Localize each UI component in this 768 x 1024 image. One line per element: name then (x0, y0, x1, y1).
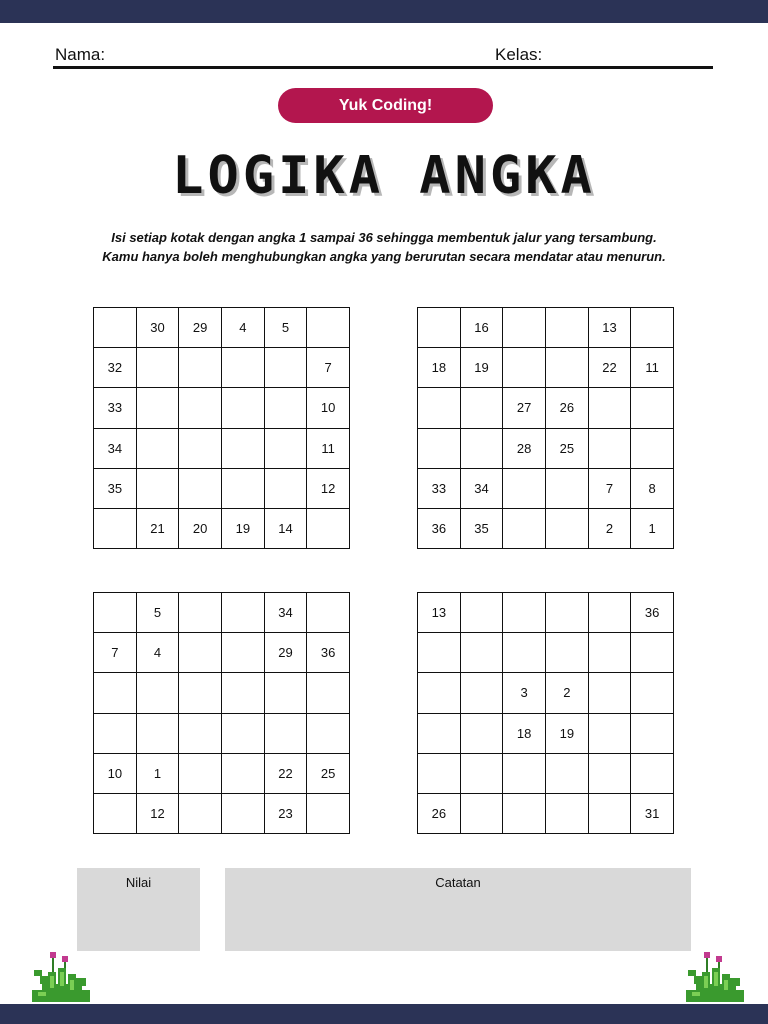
grid-cell[interactable]: 26 (546, 388, 589, 428)
grid-cell[interactable] (137, 714, 180, 754)
grid-cell[interactable]: 20 (179, 509, 222, 549)
grid-cell[interactable]: 25 (307, 754, 350, 794)
grid-cell[interactable] (589, 794, 632, 834)
notes-label: Catatan (435, 875, 481, 890)
grid-cell[interactable] (94, 794, 137, 834)
grid-cell[interactable] (631, 388, 674, 428)
grid-cell[interactable] (503, 754, 546, 794)
grid-cell[interactable]: 12 (307, 469, 350, 509)
grid-cell[interactable]: 34 (265, 593, 308, 633)
grid-cell[interactable] (137, 673, 180, 713)
grid-cell[interactable] (418, 429, 461, 469)
grid-cell[interactable]: 36 (418, 509, 461, 549)
grid-cell[interactable]: 12 (137, 794, 180, 834)
grid-cell[interactable] (222, 633, 265, 673)
grid-cell[interactable] (461, 714, 504, 754)
grid-cell[interactable] (546, 469, 589, 509)
grid-cell[interactable] (222, 754, 265, 794)
grid-cell[interactable]: 11 (631, 348, 674, 388)
grid-cell[interactable]: 34 (461, 469, 504, 509)
grid-cell[interactable] (418, 388, 461, 428)
name-label: Nama: (55, 45, 106, 64)
puzzle-grid-2 (417, 307, 674, 549)
grid-cell[interactable]: 18 (418, 348, 461, 388)
grid-cell[interactable]: 8 (631, 469, 674, 509)
grid-cell[interactable] (179, 633, 222, 673)
grid-cell[interactable] (546, 509, 589, 549)
grid-cell[interactable] (265, 429, 308, 469)
grid-cell[interactable]: 33 (94, 388, 137, 428)
grid-cell[interactable]: 23 (265, 794, 308, 834)
grid-cell[interactable]: 18 (503, 714, 546, 754)
grid-cell[interactable]: 13 (418, 593, 461, 633)
grid-cell[interactable] (589, 429, 632, 469)
grid-cell[interactable] (94, 308, 137, 348)
grid-cell[interactable]: 26 (418, 794, 461, 834)
puzzle-grid-4 (417, 592, 674, 834)
grid-cell[interactable]: 32 (94, 348, 137, 388)
grid-cell[interactable] (265, 714, 308, 754)
top-band (0, 0, 768, 23)
grid-cell[interactable] (265, 673, 308, 713)
grid-cell[interactable] (418, 754, 461, 794)
grid-cell[interactable] (589, 754, 632, 794)
grid-cell[interactable] (222, 794, 265, 834)
grid-cell[interactable]: 22 (265, 754, 308, 794)
grid-cell[interactable] (94, 714, 137, 754)
grid-cell[interactable]: 16 (461, 308, 504, 348)
grid-cell[interactable]: 13 (589, 308, 632, 348)
grid-cell[interactable]: 1 (137, 754, 180, 794)
grid-cell[interactable]: 29 (265, 633, 308, 673)
grid-cell[interactable]: 10 (307, 388, 350, 428)
grid-cell[interactable] (222, 469, 265, 509)
grid-cell[interactable] (179, 593, 222, 633)
grid-cell[interactable] (222, 429, 265, 469)
grid-cell[interactable]: 25 (546, 429, 589, 469)
grid-cell[interactable] (461, 754, 504, 794)
grid-cell[interactable] (137, 469, 180, 509)
grid-cell[interactable] (631, 633, 674, 673)
grid-cell[interactable] (222, 593, 265, 633)
score-box[interactable] (77, 868, 200, 951)
grid-cell[interactable]: 21 (137, 509, 180, 549)
grid-cell[interactable] (546, 593, 589, 633)
grid-cell[interactable] (418, 308, 461, 348)
instructions (0, 228, 768, 266)
notes-box[interactable] (225, 868, 691, 951)
grid-cell[interactable] (589, 593, 632, 633)
grid-cell[interactable] (222, 388, 265, 428)
grid-cell[interactable] (265, 388, 308, 428)
grid-cell[interactable]: 33 (418, 469, 461, 509)
grid-cell[interactable]: 14 (265, 509, 308, 549)
grid-cell[interactable]: 3 (503, 673, 546, 713)
instruction-line-1: Isi setiap kotak dengan angka 1 sampai 36 sehingga membentuk jalur yang tersambung. (111, 230, 657, 245)
grid-cell[interactable] (503, 308, 546, 348)
grid-cell[interactable] (265, 348, 308, 388)
grid-cell[interactable] (631, 673, 674, 713)
grid-cell[interactable] (179, 469, 222, 509)
grid-cell[interactable] (179, 714, 222, 754)
grid-cell[interactable]: 19 (546, 714, 589, 754)
grid-cell[interactable]: 36 (307, 633, 350, 673)
grid-cell[interactable]: 10 (94, 754, 137, 794)
grid-cell[interactable]: 11 (307, 429, 350, 469)
grid-cell[interactable] (461, 794, 504, 834)
grid-cell[interactable] (546, 633, 589, 673)
pixel-plant-icon-right (682, 952, 748, 1012)
grid-cell[interactable] (179, 388, 222, 428)
grid-cell[interactable] (222, 673, 265, 713)
grid-cell[interactable] (546, 348, 589, 388)
grid-cell[interactable]: 5 (137, 593, 180, 633)
puzzle-grid-1 (93, 307, 350, 549)
grid-cell[interactable]: 7 (307, 348, 350, 388)
grid-cell[interactable] (546, 794, 589, 834)
puzzle-grid-3 (93, 592, 350, 834)
grid-cell[interactable] (461, 429, 504, 469)
grid-cell[interactable]: 19 (222, 509, 265, 549)
grid-cell[interactable] (461, 673, 504, 713)
grid-cell[interactable] (589, 633, 632, 673)
grid-cell[interactable]: 29 (179, 308, 222, 348)
grid-cell[interactable]: 2 (546, 673, 589, 713)
score-label: Nilai (125, 875, 152, 890)
grid-cell[interactable] (461, 633, 504, 673)
grid-cell[interactable]: 7 (589, 469, 632, 509)
pixel-plant-icon-left (28, 952, 94, 1012)
grid-cell[interactable] (94, 673, 137, 713)
grid-cell[interactable] (503, 794, 546, 834)
grid-cell[interactable]: 19 (461, 348, 504, 388)
grid-cell[interactable]: 28 (503, 429, 546, 469)
grid-cell[interactable] (631, 754, 674, 794)
grid-cell[interactable] (94, 593, 137, 633)
grid-cell[interactable] (179, 754, 222, 794)
grid-cell[interactable] (179, 429, 222, 469)
grid-cell[interactable] (503, 593, 546, 633)
grid-cell[interactable] (503, 633, 546, 673)
grid-cell[interactable] (503, 348, 546, 388)
grid-cell[interactable] (222, 714, 265, 754)
grid-cell[interactable]: 4 (137, 633, 180, 673)
grid-cell[interactable] (179, 794, 222, 834)
grid-cell[interactable] (137, 348, 180, 388)
page-title: LOGIKA ANGKA (172, 146, 596, 206)
grid-cell[interactable] (589, 714, 632, 754)
grid-cell[interactable] (307, 593, 350, 633)
instruction-line-2: Kamu hanya boleh menghubungkan angka yang berurutan secara mendatar atau menurun. (102, 249, 666, 264)
grid-cell[interactable] (307, 509, 350, 549)
grid-cell[interactable] (631, 714, 674, 754)
grid-cell[interactable] (631, 429, 674, 469)
grid-cell[interactable] (589, 388, 632, 428)
grid-cell[interactable] (307, 794, 350, 834)
grid-cell[interactable]: 36 (631, 593, 674, 633)
grid-cell[interactable] (546, 308, 589, 348)
grid-cell[interactable]: 27 (503, 388, 546, 428)
grid-cell[interactable]: 31 (631, 794, 674, 834)
grid-cell[interactable] (94, 509, 137, 549)
grid-cell[interactable] (307, 714, 350, 754)
grid-cell[interactable] (307, 308, 350, 348)
grid-cell[interactable] (461, 388, 504, 428)
class-label: Kelas: (495, 45, 543, 64)
header-underline (53, 66, 713, 69)
grid-cell[interactable] (589, 673, 632, 713)
grid-cell[interactable]: 35 (94, 469, 137, 509)
grid-cell[interactable] (307, 673, 350, 713)
grid-cell[interactable] (631, 308, 674, 348)
grid-cell[interactable] (461, 593, 504, 633)
grid-cell[interactable] (418, 633, 461, 673)
grid-cell[interactable] (137, 388, 180, 428)
grid-cell[interactable] (418, 714, 461, 754)
bottom-band (0, 1004, 768, 1024)
grid-cell[interactable]: 35 (461, 509, 504, 549)
grid-cell[interactable] (265, 469, 308, 509)
grid-cell[interactable] (179, 348, 222, 388)
grid-cell[interactable] (137, 429, 180, 469)
yuk-coding-badge: Yuk Coding! (278, 88, 493, 123)
grid-cell[interactable] (418, 673, 461, 713)
grid-cell[interactable] (222, 348, 265, 388)
grid-cell[interactable]: 30 (137, 308, 180, 348)
grid-cell[interactable]: 34 (94, 429, 137, 469)
grid-cell[interactable]: 2 (589, 509, 632, 549)
grid-cell[interactable]: 7 (94, 633, 137, 673)
grid-cell[interactable]: 5 (265, 308, 308, 348)
grid-cell[interactable]: 4 (222, 308, 265, 348)
grid-cell[interactable] (503, 469, 546, 509)
grid-cell[interactable] (546, 754, 589, 794)
grid-cell[interactable] (503, 509, 546, 549)
grid-cell[interactable]: 22 (589, 348, 632, 388)
grid-cell[interactable]: 1 (631, 509, 674, 549)
grid-cell[interactable] (179, 673, 222, 713)
